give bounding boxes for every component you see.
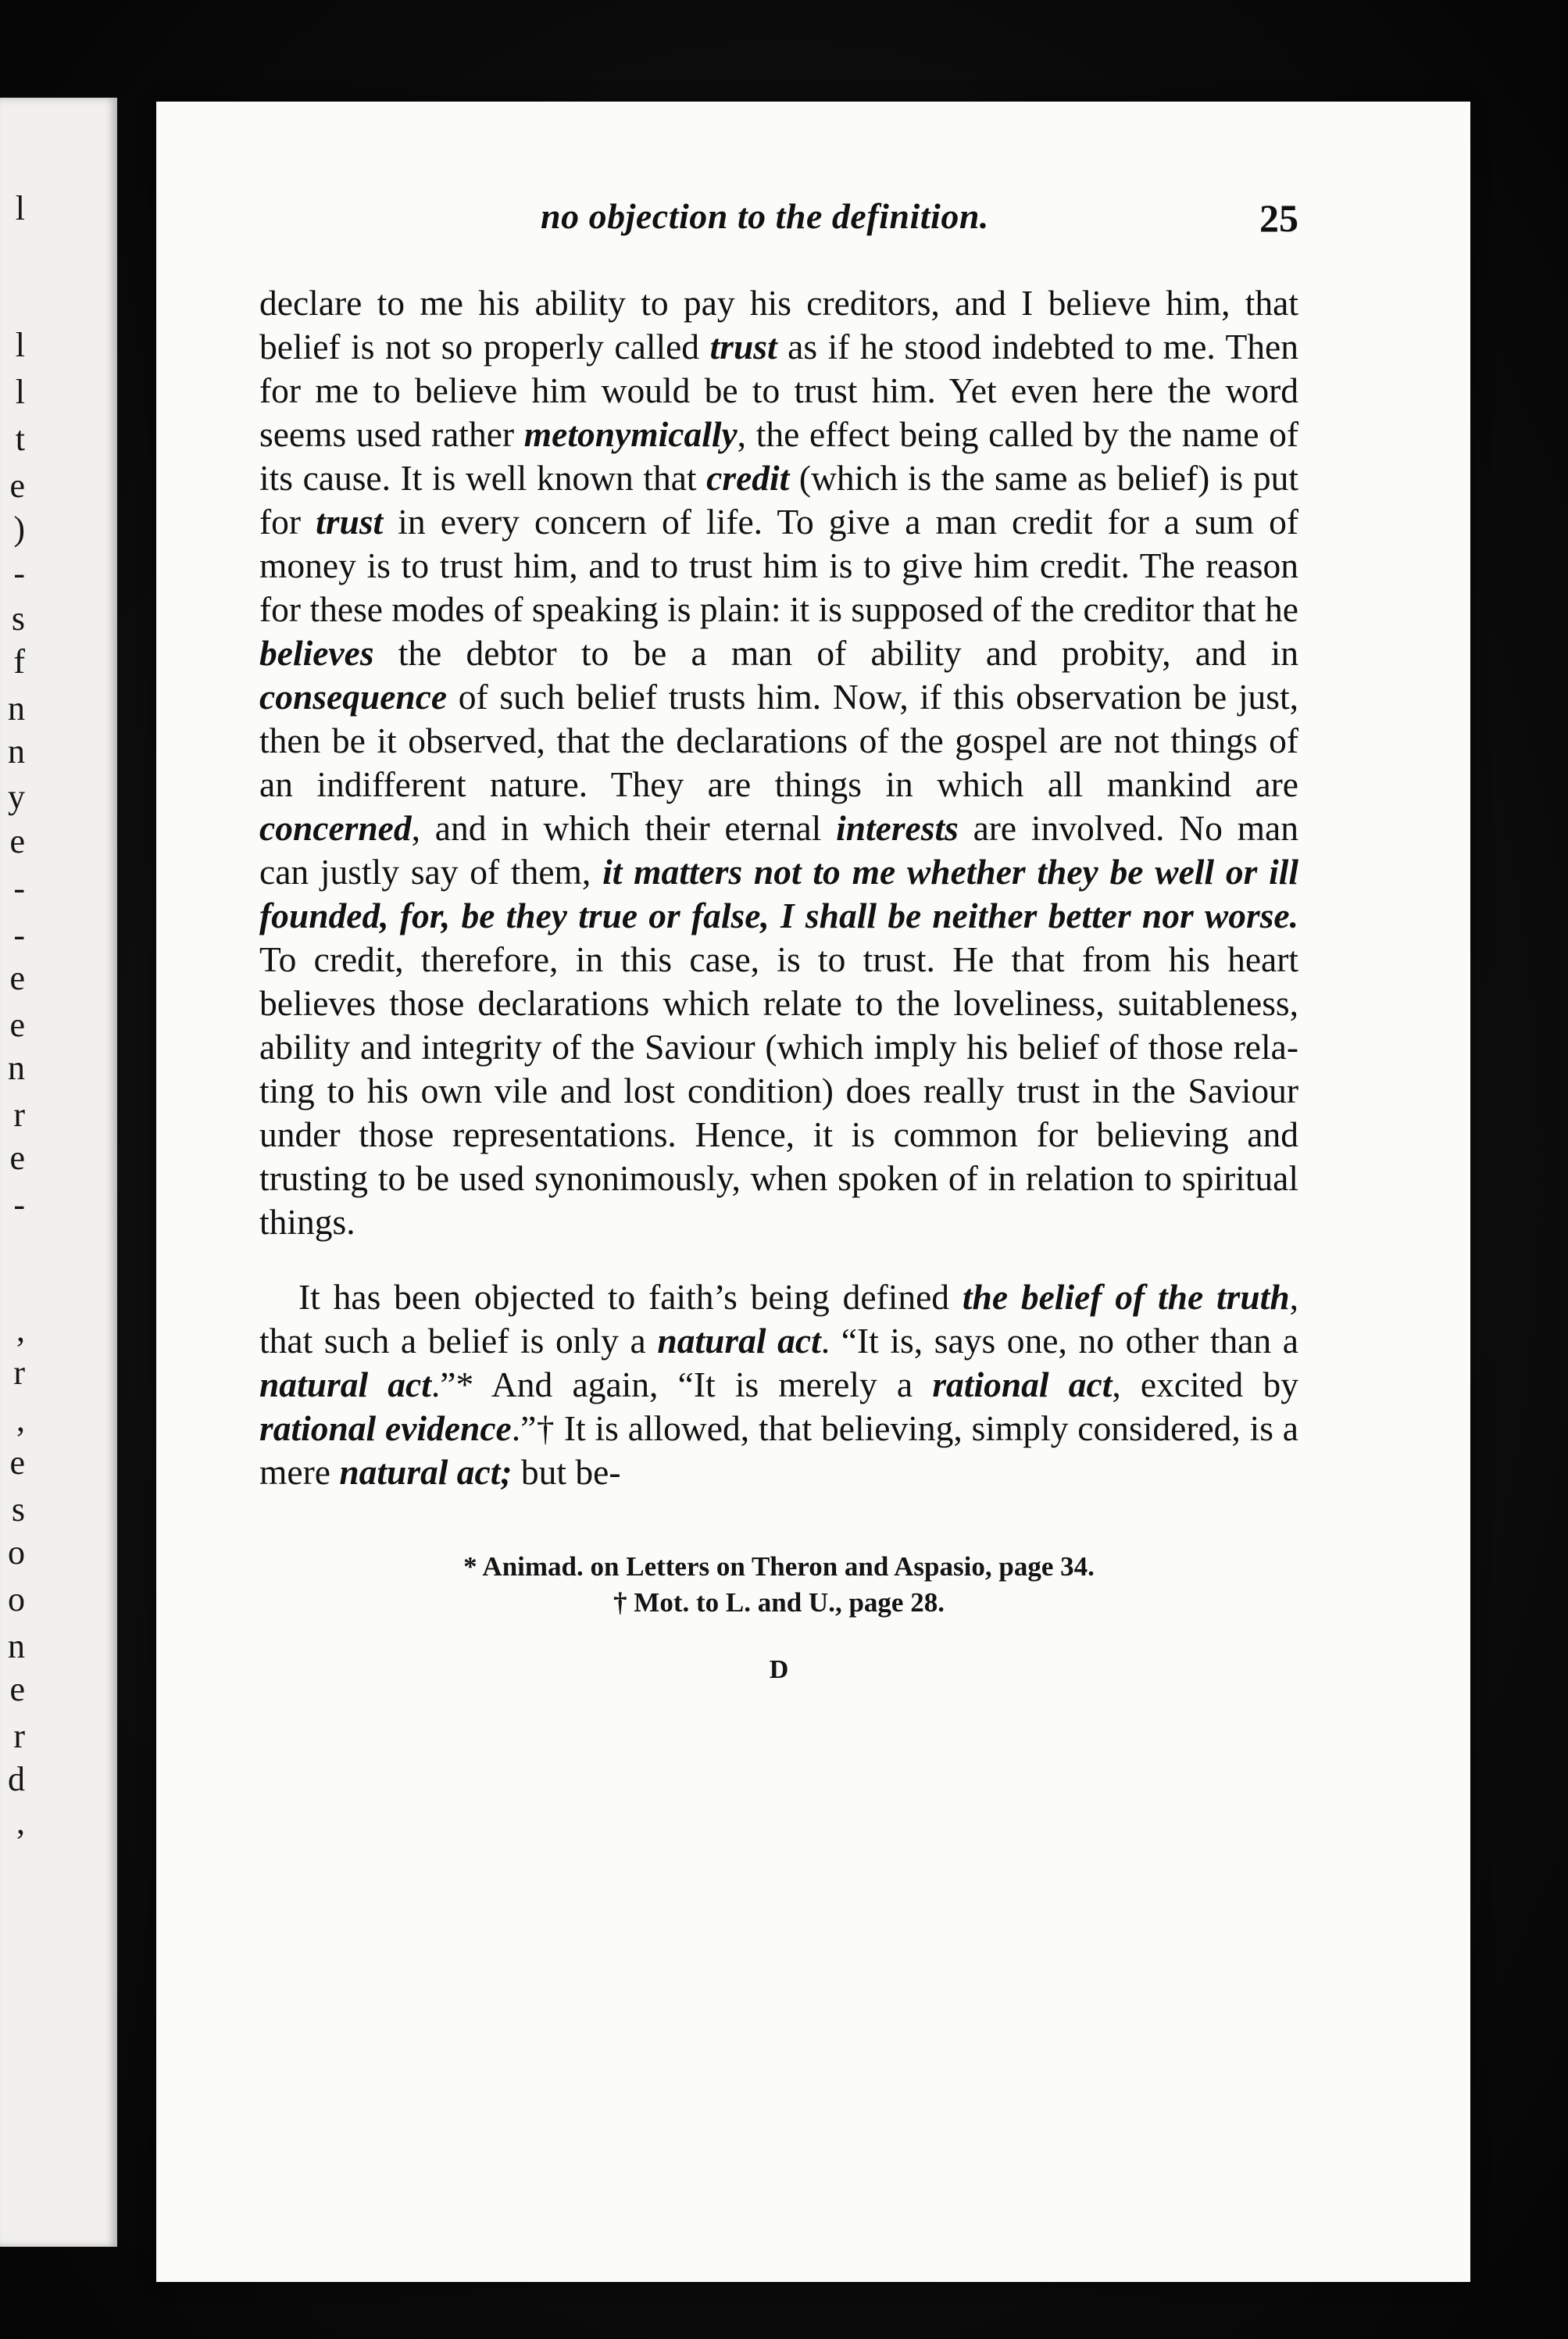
margin-character: e <box>9 1443 25 1482</box>
italic-text-run: consequence <box>259 677 448 717</box>
text-run: in every concern of life. To give a man credit for a sum of money is to trust him, and to trust him is to give him credit. The reason for these modes of speaking is plain: it is supposed of the creditor that he <box>259 502 1299 629</box>
text-run: . “It is, says one, no other than a <box>820 1321 1298 1361</box>
italic-text-run: the belief of the truth <box>962 1277 1290 1317</box>
margin-character: - <box>13 1186 25 1224</box>
margin-character: s <box>11 1490 25 1529</box>
italic-text-run: believes <box>259 633 374 673</box>
margin-character: e <box>9 1139 25 1177</box>
text-run: , excited by <box>1112 1364 1299 1404</box>
margin-character: l <box>15 189 25 227</box>
text-run: but be- <box>512 1452 621 1492</box>
margin-character: d <box>8 1760 25 1798</box>
footnote: † Mot. to L. and U., page 28. <box>613 1587 945 1618</box>
margin-character: , <box>16 1803 25 1841</box>
text-run: , that such a belief is only a <box>259 1277 1298 1361</box>
footnote: * Animad. on Letters on Theron and Aspasio, page 34. <box>463 1551 1095 1582</box>
margin-character: r <box>13 1096 25 1134</box>
margin-character: r <box>13 1354 25 1392</box>
italic-text-run: it matters not to me whether they be well or ill founded, for, be they true or false, I shall be neither better nor worse. <box>259 852 1298 935</box>
signature-mark: D <box>769 1655 789 1684</box>
margin-character: l <box>15 373 25 411</box>
margin-character: , <box>16 1311 25 1349</box>
margin-character: ) <box>13 510 25 548</box>
previous-page-edge <box>0 98 117 2247</box>
margin-character: , <box>16 1400 25 1439</box>
italic-text-run: interests <box>836 808 959 848</box>
margin-character: o <box>8 1533 25 1572</box>
margin-character: e <box>9 467 25 505</box>
book-page <box>156 102 1470 2282</box>
text-run: , the effect being called by the name of its cause. It is well known that <box>259 414 1298 498</box>
italic-text-run: natural act; <box>339 1452 513 1492</box>
running-head-title: no objection to the definition. <box>541 196 989 236</box>
italic-text-run: trust <box>316 502 384 542</box>
margin-character: l <box>15 326 25 364</box>
text-run: declare to me his ability to pay his creditors, and I believe him, that belief is not so properly called <box>259 283 1298 367</box>
italic-text-run: metonymically <box>523 414 738 454</box>
text-run: as if he stood indebted to me. Then for me to believe him would be to trust him. Yet even here the word seems used rather <box>259 327 1298 454</box>
body-text <box>259 281 1298 1494</box>
italic-text-run: concerned <box>259 808 412 848</box>
margin-character: n <box>8 689 25 728</box>
page-content <box>259 195 1298 1685</box>
margin-character: t <box>15 420 25 458</box>
margin-character: - <box>13 916 25 954</box>
italic-text-run: rational act <box>932 1364 1113 1404</box>
margin-character: e <box>9 1670 25 1708</box>
text-run: (which is the same as belief) is put for <box>259 458 1298 542</box>
text-run: To credit, therefore, in this case, is to trust. He that from his heart believes those declarations which relate to the loveliness, suitableness, ability and integrity of the Saviour (which imply his belief of those relating to his own vile and lost condition) does really trust in the Saviour under those representations. Hence, it is common for believing and trusting to be used synonimously, when spoken of in relation to spiritual things. <box>259 939 1298 1242</box>
text-run: the debtor to be a man of ability and probity, and in <box>373 633 1298 673</box>
italic-text-run: natural act <box>657 1321 821 1361</box>
text-run: It has been objected to faith’s being defined <box>298 1277 963 1317</box>
margin-character: o <box>8 1580 25 1618</box>
margin-character: n <box>8 732 25 771</box>
margin-character: n <box>8 1049 25 1087</box>
margin-character: e <box>9 822 25 860</box>
margin-character: e <box>9 1006 25 1044</box>
text-run: .”* And again, “It is merely a <box>430 1364 933 1404</box>
margin-character: y <box>8 778 25 816</box>
italic-text-run: natural act <box>259 1364 431 1404</box>
italic-text-run: credit <box>706 458 790 498</box>
margin-character: s <box>11 599 25 638</box>
footnotes <box>259 1549 1298 1621</box>
running-head <box>259 195 1298 258</box>
italic-text-run: trust <box>709 327 777 367</box>
margin-character: n <box>8 1627 25 1665</box>
margin-character: r <box>13 1717 25 1755</box>
text-run: , and in which their eternal <box>411 808 837 848</box>
previous-page-margin-characters <box>0 98 31 2247</box>
page-number: 25 <box>1259 196 1298 240</box>
text-run: of such belief trusts him. Now, if this observation be just, then be it observed, that the declarations of the gospel are not things of an indifferent nature. They are things in which all mankind are <box>259 677 1298 804</box>
paragraph <box>259 281 1298 1244</box>
italic-text-run: rational evidence <box>259 1408 512 1448</box>
text-run: are involved. No man can justly say of them, <box>259 808 1298 892</box>
paragraph <box>259 1275 1298 1494</box>
margin-character: f <box>13 642 25 681</box>
margin-character: - <box>13 554 25 592</box>
margin-character: - <box>13 869 25 907</box>
text-run: .”† It is allowed, that believing, simply considered, is a mere <box>259 1408 1299 1492</box>
margin-character: e <box>9 959 25 997</box>
